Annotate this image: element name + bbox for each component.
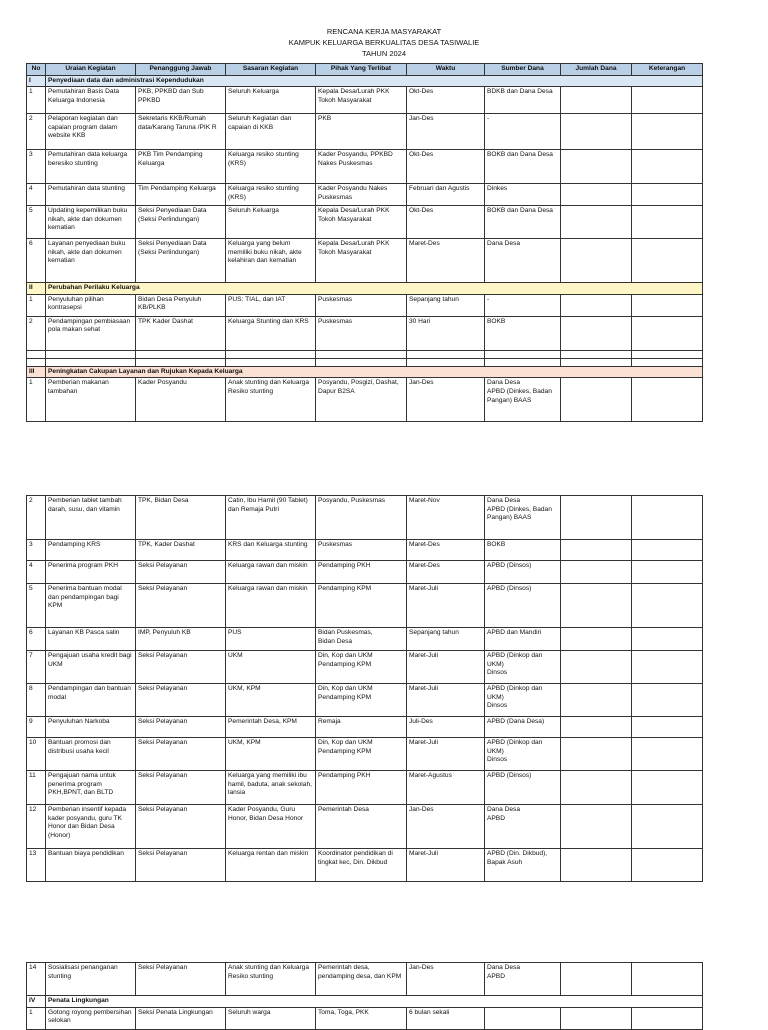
cell-no: 3 (27, 540, 46, 561)
cell-pihak-terlibat: Din, Kop dan UKM Pendamping KPM (316, 651, 407, 684)
cell-jumlah-dana (561, 294, 632, 316)
header-waktu: Waktu (407, 64, 485, 76)
section-title: Perubahan Perilaku Keluarga (46, 283, 703, 295)
header-no: No (27, 64, 46, 76)
cell-no (27, 350, 46, 358)
cell-penanggung-jawab: Seksi Pelayanan (136, 771, 226, 805)
table-row (27, 184, 703, 206)
cell-sasaran-kegiatan: UKM, KPM (226, 738, 316, 771)
work-plan-table-part-1 (26, 63, 703, 422)
cell-sasaran-kegiatan: Seluruh Keluarga (226, 206, 316, 239)
cell-sasaran-kegiatan: Keluarga rawan dan miskin (226, 561, 316, 584)
cell-uraian-kegiatan: Penerima program PKH (46, 561, 136, 584)
cell-uraian-kegiatan: Pendamping KRS (46, 540, 136, 561)
cell-pihak-terlibat: Pemerintah desa, pendamping desa, dan KPM (316, 963, 407, 996)
cell-pihak-terlibat: Toma, Toga, PKK (316, 1007, 407, 1029)
cell-waktu: Maret-Agustus (407, 771, 485, 805)
cell-sasaran-kegiatan: UKM, KPM (226, 684, 316, 717)
cell-sasaran-kegiatan: Pemerintah Desa, KPM (226, 717, 316, 738)
cell-no: 13 (27, 849, 46, 882)
cell-jumlah-dana (561, 628, 632, 651)
cell-penanggung-jawab (136, 358, 226, 366)
cell-sumber-dana (485, 350, 561, 358)
cell-keterangan (632, 628, 703, 651)
cell-sasaran-kegiatan: Keluarga yang memiliki ibu hamil, baduta, anak sekolah, lansia (226, 771, 316, 805)
cell-uraian-kegiatan (46, 350, 136, 358)
table-row (27, 150, 703, 184)
cell-pihak-terlibat: Puskesmas (316, 316, 407, 350)
cell-pihak-terlibat: Kader Posyandu Nakes Puskesmas (316, 184, 407, 206)
section-row (27, 366, 703, 378)
cell-sumber-dana: Dana Desa APBD (485, 963, 561, 996)
table-row (27, 684, 703, 717)
cell-sasaran-kegiatan: Keluarga Stunting dan KRS (226, 316, 316, 350)
cell-jumlah-dana (561, 771, 632, 805)
cell-pihak-terlibat (316, 358, 407, 366)
cell-penanggung-jawab: Seksi Pelayanan (136, 963, 226, 996)
cell-penanggung-jawab: TPK Kader Dashat (136, 316, 226, 350)
cell-keterangan (632, 684, 703, 717)
cell-uraian-kegiatan: Gotong royong pembersihan selokan (46, 1007, 136, 1029)
cell-penanggung-jawab: IMP, Penyuluh KB (136, 628, 226, 651)
cell-no: 4 (27, 561, 46, 584)
cell-sasaran-kegiatan: PUS: TIAL, dan IAT (226, 294, 316, 316)
cell-penanggung-jawab: TPK, Kader Dashat (136, 540, 226, 561)
cell-jumlah-dana (561, 684, 632, 717)
cell-waktu (407, 350, 485, 358)
cell-sasaran-kegiatan: Keluarga rawan dan miskin (226, 584, 316, 628)
table-row (27, 358, 703, 366)
cell-waktu: Maret-Des (407, 239, 485, 283)
cell-keterangan (632, 316, 703, 350)
cell-sumber-dana: BOKB (485, 316, 561, 350)
cell-uraian-kegiatan: Pelaporan kegiatan dan capaian program dalam website KKB (46, 114, 136, 150)
cell-penanggung-jawab: PKB Tim Pendamping Keluarga (136, 150, 226, 184)
cell-waktu: Jan-Des (407, 805, 485, 849)
cell-sasaran-kegiatan: KRS dan Keluarga stunting (226, 540, 316, 561)
cell-no: 2 (27, 316, 46, 350)
cell-sasaran-kegiatan: Anak stunting dan Keluarga Resiko stunting (226, 378, 316, 422)
cell-uraian-kegiatan: Pemberian insentif kepada kader posyandu, guru TK Honor dan Bidan Desa (Honor) (46, 805, 136, 849)
table-row (27, 1007, 703, 1029)
cell-waktu: Maret-Des (407, 561, 485, 584)
cell-waktu: Jan-Des (407, 378, 485, 422)
cell-sumber-dana: APBD (Dana Desa) (485, 717, 561, 738)
cell-uraian-kegiatan: Penerima bantuan modal dan pendampingan bagi KPM (46, 584, 136, 628)
cell-jumlah-dana (561, 849, 632, 882)
cell-no: 11 (27, 771, 46, 805)
cell-sumber-dana: APBD (Dinkop dan UKM) Dinsos (485, 651, 561, 684)
cell-jumlah-dana (561, 717, 632, 738)
section-row (27, 75, 703, 87)
cell-waktu: 30 Hari (407, 316, 485, 350)
table-row (27, 87, 703, 114)
cell-no: 8 (27, 684, 46, 717)
cell-penanggung-jawab: Seksi Pelayanan (136, 805, 226, 849)
cell-sumber-dana (485, 358, 561, 366)
cell-no: 1 (27, 378, 46, 422)
cell-uraian-kegiatan: Sosialisasi penanganan stunting (46, 963, 136, 996)
section-number: IV (27, 996, 46, 1008)
cell-keterangan (632, 540, 703, 561)
cell-waktu: Sepanjang tahun (407, 294, 485, 316)
cell-jumlah-dana (561, 963, 632, 996)
cell-keterangan (632, 350, 703, 358)
cell-no: 6 (27, 239, 46, 283)
cell-sumber-dana: Dinkes (485, 184, 561, 206)
cell-no: 3 (27, 150, 46, 184)
cell-pihak-terlibat: Kepala Desa/Lurah PKK Tokoh Masyarakat (316, 239, 407, 283)
cell-no: 6 (27, 628, 46, 651)
cell-sasaran-kegiatan: Keluarga resiko stunting (KRS) (226, 150, 316, 184)
cell-waktu: Okt-Des (407, 206, 485, 239)
cell-sumber-dana: APBD (Din. Dikbud), Bapak Asuh (485, 849, 561, 882)
cell-sumber-dana: APBD (Dinkop dan UKM) Dinsos (485, 684, 561, 717)
title-line-1: RENCANA KERJA MASYARAKAT (326, 27, 442, 36)
section-row (27, 996, 703, 1008)
cell-keterangan (632, 1007, 703, 1029)
cell-waktu: Maret-Nov (407, 496, 485, 540)
cell-pihak-terlibat: Koordinator pendidikan di tingkat kec, Din. Dikbud (316, 849, 407, 882)
table-row (27, 206, 703, 239)
cell-waktu: Juli-Des (407, 717, 485, 738)
cell-jumlah-dana (561, 350, 632, 358)
cell-sasaran-kegiatan: Seluruh warga (226, 1007, 316, 1029)
cell-keterangan (632, 206, 703, 239)
cell-penanggung-jawab: Bidan Desa Penyuluh KB/PLKB (136, 294, 226, 316)
cell-waktu: Maret-Des (407, 540, 485, 561)
cell-uraian-kegiatan: Pemberian tablet tambah darah, susu, dan vitamin (46, 496, 136, 540)
cell-jumlah-dana (561, 561, 632, 584)
cell-no: 4 (27, 184, 46, 206)
cell-pihak-terlibat (316, 350, 407, 358)
cell-jumlah-dana (561, 150, 632, 184)
cell-penanggung-jawab: Seksi Pelayanan (136, 651, 226, 684)
table-row (27, 849, 703, 882)
cell-sumber-dana: Dana Desa APBD (485, 805, 561, 849)
cell-penanggung-jawab: PKB, PPKBD dan Sub PPKBD (136, 87, 226, 114)
cell-keterangan (632, 184, 703, 206)
cell-waktu (407, 358, 485, 366)
section-number: I (27, 75, 46, 87)
cell-pihak-terlibat: Posyandu, Puskesmas (316, 496, 407, 540)
cell-pihak-terlibat: Din, Kop dan UKM Pendamping KPM (316, 684, 407, 717)
cell-keterangan (632, 738, 703, 771)
cell-keterangan (632, 294, 703, 316)
cell-no (27, 358, 46, 366)
table-row (27, 378, 703, 422)
cell-pihak-terlibat: Pendamping KPM (316, 584, 407, 628)
work-plan-table-part-2 (26, 495, 703, 882)
cell-sumber-dana: APBD dan Mandiri (485, 628, 561, 651)
cell-uraian-kegiatan: Pemutahiran data stunting (46, 184, 136, 206)
cell-penanggung-jawab: Seksi Pelayanan (136, 684, 226, 717)
cell-waktu: Maret-Juli (407, 849, 485, 882)
cell-sasaran-kegiatan: Keluarga rentan dan miskin (226, 849, 316, 882)
cell-pihak-terlibat: Posyandu, Posgizi, Dashat, Dapur B2SA (316, 378, 407, 422)
cell-jumlah-dana (561, 378, 632, 422)
cell-sumber-dana (485, 1007, 561, 1029)
cell-penanggung-jawab: Seksi Pelayanan (136, 738, 226, 771)
header-pihak-terlibat: Pihak Yang Terlibat (316, 64, 407, 76)
cell-uraian-kegiatan (46, 358, 136, 366)
cell-penanggung-jawab: Seksi Pelayanan (136, 849, 226, 882)
cell-keterangan (632, 651, 703, 684)
cell-keterangan (632, 849, 703, 882)
cell-no: 2 (27, 114, 46, 150)
cell-pihak-terlibat: Kader Posyandu, PPKBD Nakes Puskesmas (316, 150, 407, 184)
cell-keterangan (632, 358, 703, 366)
cell-jumlah-dana (561, 358, 632, 366)
cell-sasaran-kegiatan: Catin, Ibu Hamil (90 Tablet) dan Remaja Putri (226, 496, 316, 540)
cell-penanggung-jawab: Sekretaris KKB/Rumah data/Karang Taruna /PIK R (136, 114, 226, 150)
section-number: III (27, 366, 46, 378)
cell-pihak-terlibat: Pemerintah Desa (316, 805, 407, 849)
cell-sumber-dana: BOKB dan Dana Desa (485, 206, 561, 239)
header-uraian-kegiatan: Uraian Kegiatan (46, 64, 136, 76)
cell-penanggung-jawab: Kader Posyandu (136, 378, 226, 422)
cell-uraian-kegiatan: Pemutahiran data keluarga beresiko stunting (46, 150, 136, 184)
section-number: II (27, 283, 46, 295)
cell-no: 1 (27, 294, 46, 316)
header-sasaran-kegiatan: Sasaran Kegiatan (226, 64, 316, 76)
cell-jumlah-dana (561, 87, 632, 114)
cell-sasaran-kegiatan: Keluarga resiko stunting (KRS) (226, 184, 316, 206)
cell-uraian-kegiatan: Pemutahiran Basis Data Keluarga Indonesia (46, 87, 136, 114)
cell-jumlah-dana (561, 1007, 632, 1029)
cell-keterangan (632, 584, 703, 628)
work-plan-table-part-3 (26, 962, 703, 1030)
cell-keterangan (632, 378, 703, 422)
cell-jumlah-dana (561, 540, 632, 561)
cell-pihak-terlibat: Pendamping PKH (316, 561, 407, 584)
cell-no: 12 (27, 805, 46, 849)
cell-keterangan (632, 150, 703, 184)
cell-penanggung-jawab: Tim Pendamping Keluarga (136, 184, 226, 206)
cell-jumlah-dana (561, 805, 632, 849)
cell-pihak-terlibat: Bidan Puskesmas, Bidan Desa (316, 628, 407, 651)
cell-sasaran-kegiatan (226, 350, 316, 358)
title-line-2: KAMPUK KELUARGA BERKUALITAS DESA TASIWALIE (288, 38, 480, 47)
cell-penanggung-jawab: Seksi Pelayanan (136, 584, 226, 628)
table-row (27, 561, 703, 584)
table-row (27, 496, 703, 540)
cell-uraian-kegiatan: Pengajuan nama untuk penerima program PKH,BPNT, dan BLTD (46, 771, 136, 805)
table-row (27, 316, 703, 350)
cell-penanggung-jawab: Seksi Penyediaan Data (Seksi Perlindungan) (136, 239, 226, 283)
table-row (27, 584, 703, 628)
cell-uraian-kegiatan: Pengajuan usaha kredit bagi UKM (46, 651, 136, 684)
cell-penanggung-jawab: Seksi Pelayanan (136, 717, 226, 738)
cell-keterangan (632, 805, 703, 849)
section-title: Penata Lingkungan (46, 996, 703, 1008)
cell-sumber-dana: APBD (Dinsos) (485, 771, 561, 805)
cell-jumlah-dana (561, 184, 632, 206)
table-row (27, 805, 703, 849)
cell-sumber-dana: APBD (Dinkop dan UKM) Dinsos (485, 738, 561, 771)
cell-pihak-terlibat: Remaja (316, 717, 407, 738)
cell-uraian-kegiatan: Layanan penyediaan buku nikah, akte dan dokumen kematian (46, 239, 136, 283)
cell-pihak-terlibat: Puskesmas (316, 540, 407, 561)
cell-sumber-dana: APBD (Dinsos) (485, 584, 561, 628)
cell-penanggung-jawab (136, 350, 226, 358)
table-row (27, 294, 703, 316)
section-row (27, 283, 703, 295)
cell-no: 9 (27, 717, 46, 738)
cell-waktu: Maret-Juli (407, 684, 485, 717)
cell-penanggung-jawab: TPK, Bidan Desa (136, 496, 226, 540)
cell-sasaran-kegiatan: Seluruh Keluarga (226, 87, 316, 114)
cell-pihak-terlibat: Kepala Desa/Lurah PKK Tokoh Masyarakat (316, 87, 407, 114)
cell-sumber-dana: BDKB dan Dana Desa (485, 87, 561, 114)
cell-keterangan (632, 114, 703, 150)
cell-waktu: Jan-Des (407, 963, 485, 996)
table-row (27, 350, 703, 358)
cell-sasaran-kegiatan (226, 358, 316, 366)
cell-sasaran-kegiatan: Keluarga yang belum memiliki buku nikah, akte kelahiran dan kematian (226, 239, 316, 283)
cell-sumber-dana: BOKB (485, 540, 561, 561)
cell-pihak-terlibat: PKB (316, 114, 407, 150)
cell-keterangan (632, 87, 703, 114)
cell-pihak-terlibat: Pendamping PKH (316, 771, 407, 805)
table-row (27, 963, 703, 996)
table-row (27, 651, 703, 684)
cell-waktu: Okt-Des (407, 87, 485, 114)
cell-penanggung-jawab: Seksi Penata Lingkungan (136, 1007, 226, 1029)
cell-sumber-dana: Dana Desa APBD (Dinkes, Badan Pangan) BAAS (485, 378, 561, 422)
cell-keterangan (632, 496, 703, 540)
header-keterangan: Keterangan (632, 64, 703, 76)
cell-sumber-dana: - (485, 114, 561, 150)
cell-no: 14 (27, 963, 46, 996)
document-title (0, 26, 768, 59)
cell-waktu: Maret-Juli (407, 738, 485, 771)
cell-uraian-kegiatan: Penyuluhan pilihan kontrasepsi (46, 294, 136, 316)
cell-waktu: Februari dan Agustis (407, 184, 485, 206)
cell-jumlah-dana (561, 651, 632, 684)
table-header-row (27, 64, 703, 76)
cell-sumber-dana: BOKB dan Dana Desa (485, 150, 561, 184)
cell-sumber-dana: Dana Desa APBD (Dinkes, Badan Pangan) BAAS (485, 496, 561, 540)
cell-keterangan (632, 717, 703, 738)
cell-sumber-dana: - (485, 294, 561, 316)
cell-waktu: Maret-Juli (407, 651, 485, 684)
cell-jumlah-dana (561, 584, 632, 628)
cell-uraian-kegiatan: Bantuan biaya pendidikan (46, 849, 136, 882)
cell-waktu: 6 bulan sekali (407, 1007, 485, 1029)
cell-keterangan (632, 239, 703, 283)
cell-sumber-dana: Dana Desa (485, 239, 561, 283)
cell-penanggung-jawab: Seksi Pelayanan (136, 561, 226, 584)
cell-no: 10 (27, 738, 46, 771)
cell-sasaran-kegiatan: Seluruh Kegiatan dan capaian di KKB (226, 114, 316, 150)
section-title: Penyediaan data dan administrasi Kependudukan (46, 75, 703, 87)
cell-no: 5 (27, 206, 46, 239)
cell-uraian-kegiatan: Layanan KB Pasca salin (46, 628, 136, 651)
cell-no: 2 (27, 496, 46, 540)
cell-no: 7 (27, 651, 46, 684)
table-row (27, 628, 703, 651)
table-row (27, 114, 703, 150)
cell-uraian-kegiatan: Pendampingan dan bantuan modal (46, 684, 136, 717)
cell-pihak-terlibat: Din, Kop dan UKM Pendamping KPM (316, 738, 407, 771)
cell-waktu: Okt-Des (407, 150, 485, 184)
title-line-3: TAHUN 2024 (361, 49, 407, 58)
cell-sasaran-kegiatan: UKM (226, 651, 316, 684)
table-row (27, 540, 703, 561)
cell-pihak-terlibat: Puskesmas (316, 294, 407, 316)
table-row (27, 239, 703, 283)
cell-jumlah-dana (561, 496, 632, 540)
header-jumlah-dana: Jumlah Dana (561, 64, 632, 76)
cell-jumlah-dana (561, 738, 632, 771)
cell-sumber-dana: APBD (Dinsos) (485, 561, 561, 584)
cell-sasaran-kegiatan: Kader Posyandu, Guru Honor, Bidan Desa Honor (226, 805, 316, 849)
cell-uraian-kegiatan: Pendampingan pembiasaan pola makan sehat (46, 316, 136, 350)
cell-no: 1 (27, 87, 46, 114)
cell-waktu: Sepanjang tahun (407, 628, 485, 651)
header-penanggung-jawab: Penanggung Jawab (136, 64, 226, 76)
cell-sasaran-kegiatan: Anak stunting dan Keluarga Resiko stunting (226, 963, 316, 996)
cell-jumlah-dana (561, 239, 632, 283)
header-sumber-dana: Sumber Dana (485, 64, 561, 76)
cell-waktu: Maret-Juli (407, 584, 485, 628)
table-row (27, 771, 703, 805)
table-row (27, 717, 703, 738)
cell-keterangan (632, 963, 703, 996)
cell-jumlah-dana (561, 114, 632, 150)
cell-no: 1 (27, 1007, 46, 1029)
cell-pihak-terlibat: Kepala Desa/Lurah PKK Tokoh Masyarakat (316, 206, 407, 239)
cell-keterangan (632, 561, 703, 584)
cell-uraian-kegiatan: Penyuluhan Narkoba (46, 717, 136, 738)
cell-waktu: Jan-Des (407, 114, 485, 150)
cell-uraian-kegiatan: Updating kepemilikan buku nikah, akte dan dokumen kematian (46, 206, 136, 239)
cell-keterangan (632, 771, 703, 805)
cell-uraian-kegiatan: Pemberian makanan tambahan (46, 378, 136, 422)
cell-uraian-kegiatan: Bantuan promosi dan distribusi usaha kecil (46, 738, 136, 771)
cell-penanggung-jawab: Seksi Penyediaan Data (Seksi Perlindungan) (136, 206, 226, 239)
cell-jumlah-dana (561, 206, 632, 239)
cell-no: 5 (27, 584, 46, 628)
cell-sasaran-kegiatan: PUS (226, 628, 316, 651)
table-row (27, 738, 703, 771)
cell-jumlah-dana (561, 316, 632, 350)
section-title: Peningkatan Cakupan Layanan dan Rujukan Kepada Keluarga (46, 366, 703, 378)
